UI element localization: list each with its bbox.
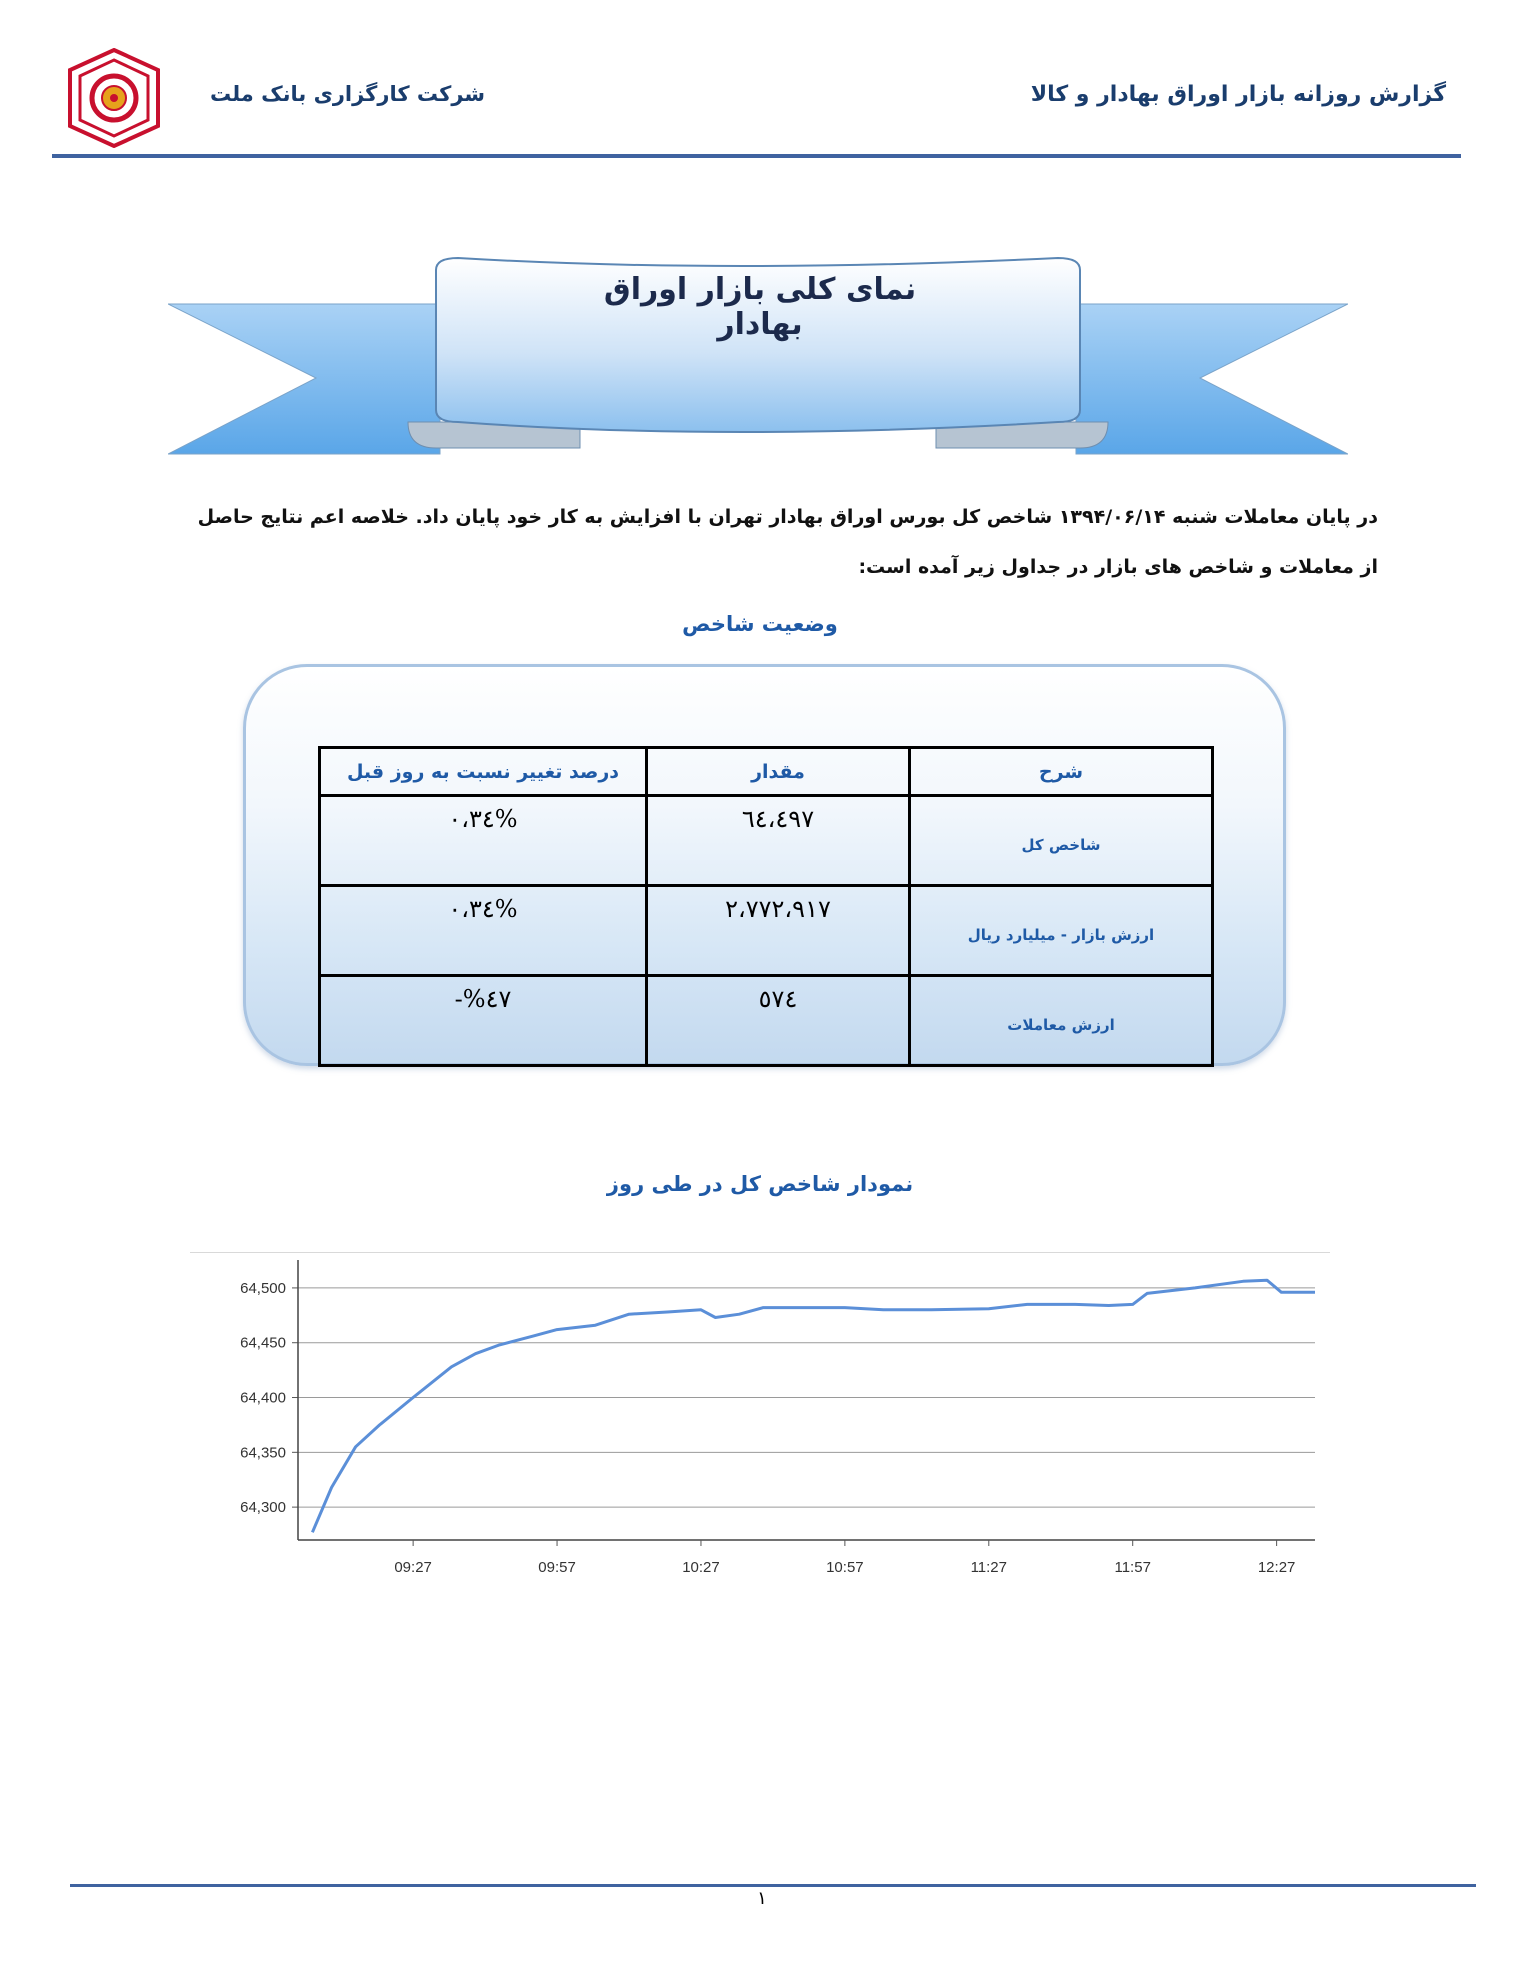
table-row <box>320 976 1213 1066</box>
header-change: درصد تغییر نسبت به روز قبل <box>320 748 647 796</box>
row-value: ٦٤،٤٩٧ <box>647 796 910 886</box>
row-value: ٢،٧٧٢،٩١٧ <box>647 886 910 976</box>
table-header-row <box>320 748 1213 796</box>
banner-title: نمای کلی بازار اوراق بهادار <box>603 272 917 342</box>
intro-line-1: در پایان معاملات شنبه ۱۳۹۴/۰۶/۱۴ شاخص کل بورس اوراق بهادار تهران با افزایش به کار خود پایان داد. خلاصه اعم نتایج حاصل <box>197 506 1378 528</box>
page-number: ١ <box>757 1888 767 1909</box>
chart-top-divider <box>190 1252 1330 1253</box>
x-tick-label: 12:27 <box>1257 1559 1296 1576</box>
bank-logo <box>62 48 166 152</box>
intro-line-2: از معاملات و شاخص های بازار در جداول زیر آمده است: <box>858 556 1378 578</box>
y-tick-label: 64,400 <box>240 1389 286 1407</box>
x-tick-label: 11:27 <box>970 1559 1008 1576</box>
x-tick-label: 10:57 <box>826 1559 864 1576</box>
footer-divider <box>70 1884 1476 1887</box>
row-desc: ارزش معاملات <box>910 976 1213 1066</box>
row-change: %٠،٣٤ <box>320 796 647 886</box>
index-status-title: وضعیت شاخص <box>682 612 838 636</box>
index-line-chart <box>190 1256 1330 1596</box>
y-tick-label: 64,500 <box>240 1279 286 1297</box>
report-title: گزارش روزانه بازار اوراق بهادار و کالا <box>1030 82 1446 107</box>
y-tick-label: 64,300 <box>240 1499 286 1517</box>
row-change: -%٤٧ <box>320 976 647 1066</box>
row-desc: شاخص کل <box>910 796 1213 886</box>
row-change: %٠،٣٤ <box>320 886 647 976</box>
header-desc: شرح <box>910 748 1213 796</box>
x-tick-label: 09:27 <box>394 1559 432 1576</box>
intro-paragraph <box>140 492 1378 592</box>
x-tick-label: 10:27 <box>682 1559 720 1576</box>
x-tick-label: 11:57 <box>1114 1559 1151 1576</box>
index-status-table <box>318 746 1214 1067</box>
series-line <box>312 1280 1315 1532</box>
company-name: شرکت کارگزاری بانک ملت <box>210 82 486 106</box>
x-tick-label: 09:57 <box>538 1559 576 1576</box>
row-desc: ارزش بازار - میلیارد ریال <box>910 886 1213 976</box>
chart-title: نمودار شاخص کل در طی روز <box>606 1172 914 1196</box>
table-row <box>320 796 1213 886</box>
header-value: مقدار <box>647 748 910 796</box>
table-row <box>320 886 1213 976</box>
row-value: ٥٧٤ <box>647 976 910 1066</box>
y-tick-label: 64,350 <box>240 1444 286 1462</box>
header-divider <box>52 154 1461 158</box>
y-tick-label: 64,450 <box>240 1334 286 1352</box>
